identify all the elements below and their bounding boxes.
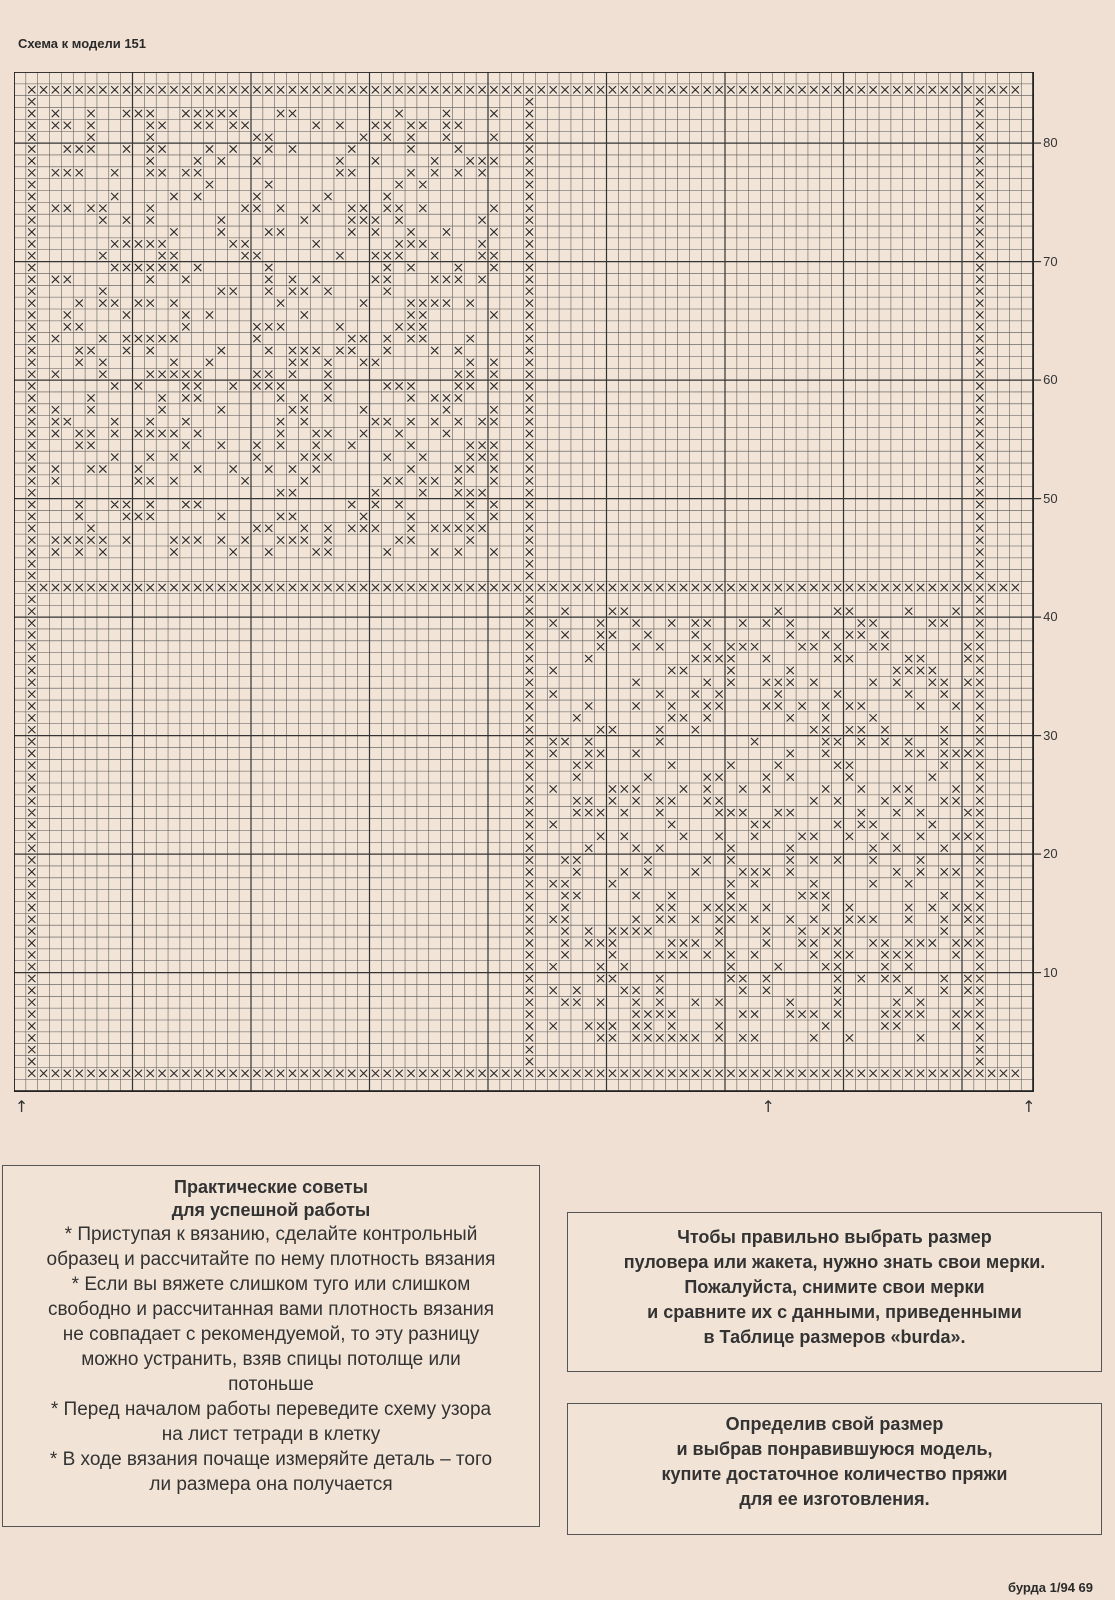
row-label-50: 50	[1043, 490, 1058, 506]
page-footer: бурда 1/94 69	[1008, 1580, 1094, 1595]
row-label-10: 10	[1043, 964, 1058, 980]
tips-heading-line2: для успешной работы	[171, 1200, 371, 1220]
tips-line: ли размера она получается	[149, 1474, 393, 1495]
size-line: и сравните их с данными, приведенными	[647, 1302, 1022, 1322]
buy-line: и выбрав понравившуюся модель,	[676, 1439, 993, 1459]
tips-line: * Приступая к вязанию, сделайте контрольный	[64, 1224, 478, 1245]
yarn-purchase-box	[567, 1403, 1102, 1535]
page-title: Схема к модели 151	[18, 36, 147, 51]
size-line: Чтобы правильно выбрать размер	[677, 1227, 992, 1247]
size-line: в Таблице размеров «burda».	[703, 1327, 966, 1347]
column-arrow-2: ↑	[761, 1097, 775, 1117]
buy-line: для ее изготовления.	[739, 1489, 930, 1509]
knitting-chart	[14, 72, 1104, 1152]
tips-line: можно устранить, взяв спицы потолще или	[81, 1349, 461, 1370]
column-arrow-3: ↑	[1022, 1097, 1036, 1117]
tips-heading-line1: Практические советы	[174, 1177, 368, 1197]
practical-tips-box	[2, 1165, 540, 1527]
size-line: пуловера или жакета, нужно знать свои мерки.	[623, 1252, 1046, 1272]
tips-line: свободно и рассчитанная вами плотность вязания	[47, 1299, 495, 1320]
chart-grid	[14, 72, 1104, 1152]
column-arrow-1: ↑	[14, 1097, 29, 1117]
size-info-box	[567, 1212, 1102, 1372]
row-label-70: 70	[1043, 253, 1058, 269]
tips-line: не совпадает с рекомендуемой, то эту разницу	[62, 1324, 480, 1345]
tips-line: потоньше	[228, 1374, 314, 1395]
buy-line: купите достаточное количество пряжи	[661, 1464, 1008, 1484]
row-label-80: 80	[1043, 135, 1058, 151]
tips-line: * В ходе вязания почаще измеряйте деталь – того	[49, 1449, 493, 1470]
row-label-40: 40	[1043, 609, 1058, 625]
tips-line: образец и рассчитайте по нему плотность вязания	[46, 1249, 496, 1270]
row-label-20: 20	[1043, 846, 1058, 862]
tips-line: * Если вы вяжете слишком туго или слишком	[71, 1274, 471, 1295]
size-line: Пожалуйста, снимите свои мерки	[684, 1277, 985, 1297]
buy-line: Определив свой размер	[725, 1414, 944, 1434]
row-label-30: 30	[1043, 727, 1058, 743]
tips-line: * Перед началом работы переведите схему узора	[50, 1399, 492, 1420]
row-label-60: 60	[1043, 372, 1058, 388]
tips-line: на лист тетради в клетку	[161, 1424, 381, 1445]
